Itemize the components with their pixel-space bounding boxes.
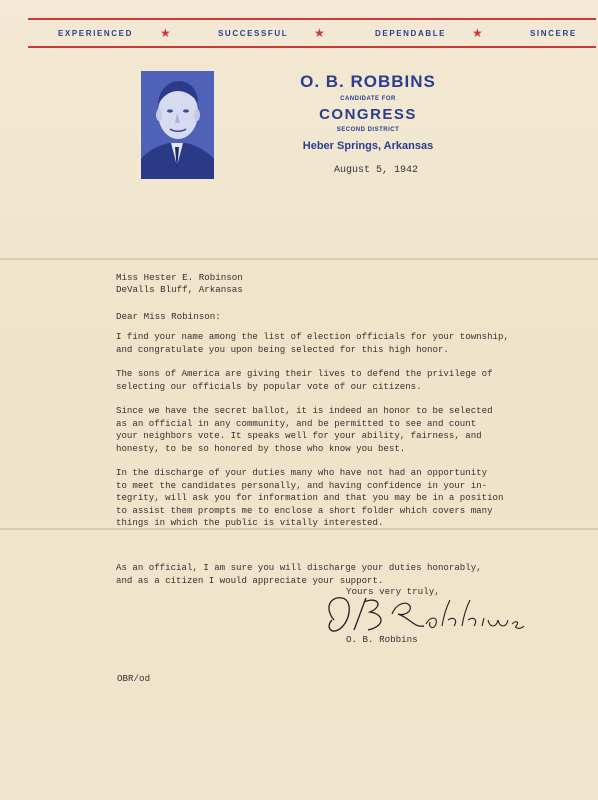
star-icon: ★ [472,26,483,40]
closing: Yours very truly, [346,586,440,597]
text-line: In the discharge of your duties many who have not had an opportunity [116,467,488,478]
text-line: selecting our officials by popular vote of our citizens. [116,380,422,392]
body-paragraph-2 [116,368,576,393]
district-label: SECOND DISTRICT [336,127,400,133]
candidate-name: O. B. ROBBINS [300,72,436,91]
candidate-portrait [141,71,214,179]
text-line: Since we have the secret ballot, it is indeed an honor to be selected [116,405,493,416]
text-line: I find your name among the list of election officials for your township, [116,331,509,342]
text-line: As an official, I am sure you will discharge your duties honorably, [116,562,482,573]
body-paragraph-3 [116,405,576,455]
text-line: and as a citizen I would appreciate your support. [116,574,384,586]
letter-date: August 5, 1942 [334,165,419,176]
slogan-dependable: DEPENDABLE [375,29,447,38]
text-line: as an official in any community, and be permitted to see and count [116,417,477,429]
slogan-sincere: SINCERE [530,29,577,38]
body-paragraph-4 [116,467,576,530]
candidate-for-label: CANDIDATE FOR [340,96,396,102]
star-icon: ★ [314,26,325,40]
recipient-address: DeValls Bluff, Arkansas [116,284,243,295]
text-line: The sons of America are giving their lives to defend the privilege of [116,368,493,379]
body-paragraph-5 [116,562,576,587]
paper-fold [0,258,598,260]
typist-initials: OBR/od [117,673,151,684]
slogan-bar [28,26,596,46]
office-title: CONGRESS [319,106,417,123]
slogan-experienced: EXPERIENCED [58,29,133,38]
handwritten-signature [320,590,530,640]
portrait-image [141,71,214,179]
signature-typed-name: O. B. Robbins [346,634,418,645]
text-line: and congratulate you upon being selected for this high honor. [116,343,449,355]
text-line: honesty, to be so honored by those who know you best. [116,442,406,454]
text-line: things in which the public is vitally interested. [116,517,384,529]
body-paragraph-1 [116,331,576,356]
hometown: Heber Springs, Arkansas [302,140,434,152]
star-icon: ★ [160,26,171,40]
text-line: tegrity, will ask you for information and that you may be in a position [116,492,504,504]
slogan-successful: SUCCESSFUL [218,29,289,38]
text-line: to assist them prompts me to enclose a short folder which covers many [116,504,493,516]
salutation: Dear Miss Robinson: [116,311,221,322]
recipient-name: Miss Hester E. Robinson [116,272,243,283]
text-line: your neighbors vote. It speaks well for your ability, fairness, and [116,430,482,442]
header-rule-bottom [28,46,596,48]
header-rule-top [28,18,596,20]
text-line: to meet the candidates personally, and having confidence in your in- [116,479,488,491]
